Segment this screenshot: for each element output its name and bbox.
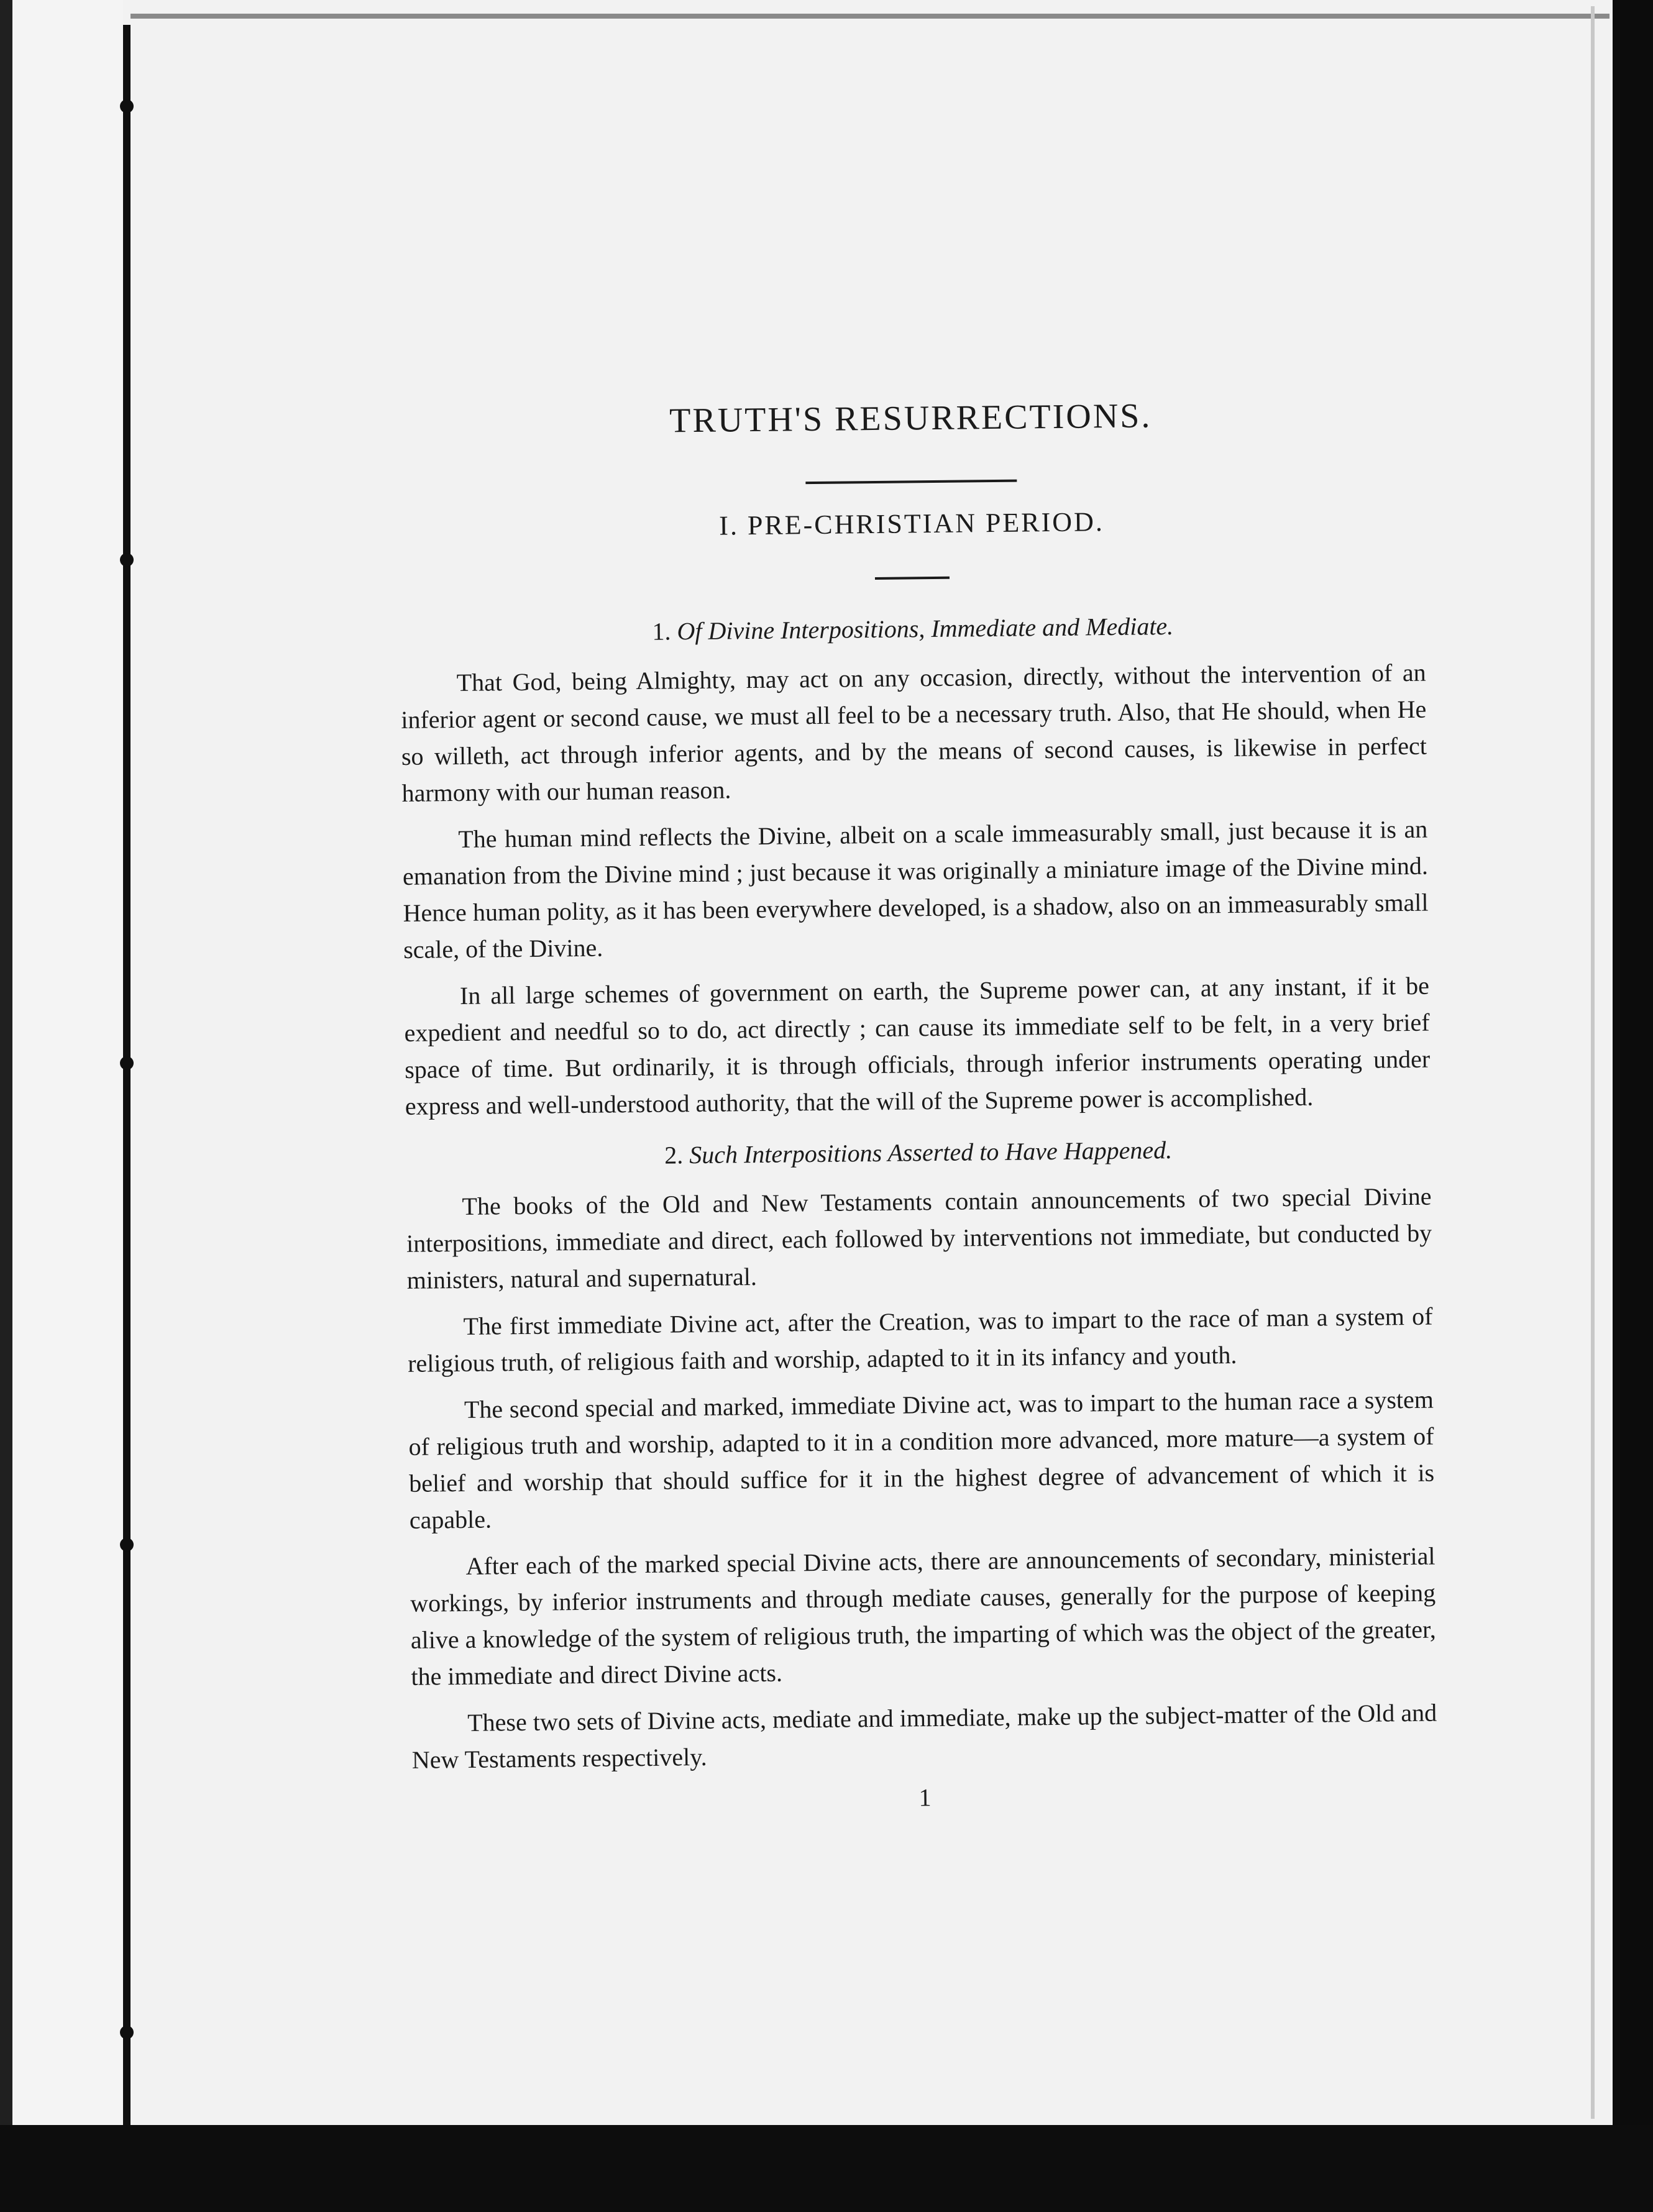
binding-stitch [120, 1538, 134, 1552]
facing-page-margin [0, 0, 123, 2125]
binding-stitch [120, 1056, 134, 1070]
page-right-edge-shadow [1591, 6, 1595, 2119]
page-number: 1 [918, 1783, 932, 1812]
section-heading-1 [400, 609, 1426, 649]
page-title: TRUTH'S RESURRECTIONS. [669, 396, 1152, 441]
section-title: Such Interpositions Asserted to Have Happened. [689, 1136, 1173, 1169]
paragraph: The human mind reflects the Divine, albeit on a scale immeasurably small, just because it is an emanation from the Divine mind ; just because it was originally a miniature image of the Divine mind. Hence human polity, as it has been everywhere developed, is a shadow, also on an immeasurably small scale, of the Divine. [402, 815, 1429, 964]
paragraph: These two sets of Divine acts, mediate and immediate, make up the subject-matter of the Old and New Testaments respectively. [411, 1698, 1437, 1774]
section-number: 1. [652, 617, 671, 646]
paragraph: The first immediate Divine act, after the Creation, was to impart to the race of man a system of religious truth, of religious faith and worship, adapted to it in its infancy and youth. [407, 1302, 1433, 1378]
scan-right-border [1613, 0, 1653, 2212]
paragraph: In all large schemes of government on earth, the Supreme power can, at any instant, if it be expedient and needful so to do, act directly ; can cause its immediate self to be felt, in a very brief space of time. But ordinarily, it is through officials, through inferior instruments operating under express and well-understood authority, that the will of the Supreme power is accomplished. [404, 971, 1431, 1120]
paragraph: The books of the Old and New Testaments contain announcements of two special Divine interpositions, immediate and direct, each followed by interventions not immediate, but conducted by ministers, natural and supernatural. [406, 1182, 1432, 1294]
book-spine [123, 25, 130, 2125]
binding-stitch [120, 99, 134, 113]
title-rule [805, 480, 1017, 485]
section-heading-2 [405, 1133, 1431, 1172]
paragraph: The second special and marked, immediate Divine act, was to impart to the human race a system of religious truth and worship, adapted to it in a condition more advanced, more mature—a system of belief and worship that should suffice for it in the highest degree of advancement of which it is capable. [408, 1385, 1435, 1534]
page-top-edge [130, 14, 1610, 19]
paragraph: That God, being Almighty, may act on any occasion, directly, without the intervention of an inferior agent or second cause, we must all feel to be a necessary truth. Also, that He should, when He so willeth, act through inferior agents, and by the means of second causes, is likewise in perfect harmony with our human reason. [401, 658, 1427, 807]
part-heading: I. PRE-CHRISTIAN PERIOD. [719, 506, 1105, 541]
binding-stitch [120, 553, 134, 567]
paragraph: After each of the marked special Divine acts, there are announcements of secondary, ministerial workings, by inferior instruments and through mediate causes, generally for the purpose of keeping alive a knowledge of the system of religious truth, the imparting of which was the object of the greater, the immediate and direct Divine acts. [410, 1542, 1436, 1691]
scan-bottom-border [0, 2125, 1653, 2212]
binding-stitch [120, 2026, 134, 2039]
section-title: Of Divine Interpositions, Immediate and Mediate. [677, 611, 1174, 646]
scan-left-border [0, 0, 12, 2125]
part-rule [875, 577, 950, 580]
page-text-block [398, 393, 1438, 1817]
section-number: 2. [664, 1141, 684, 1169]
